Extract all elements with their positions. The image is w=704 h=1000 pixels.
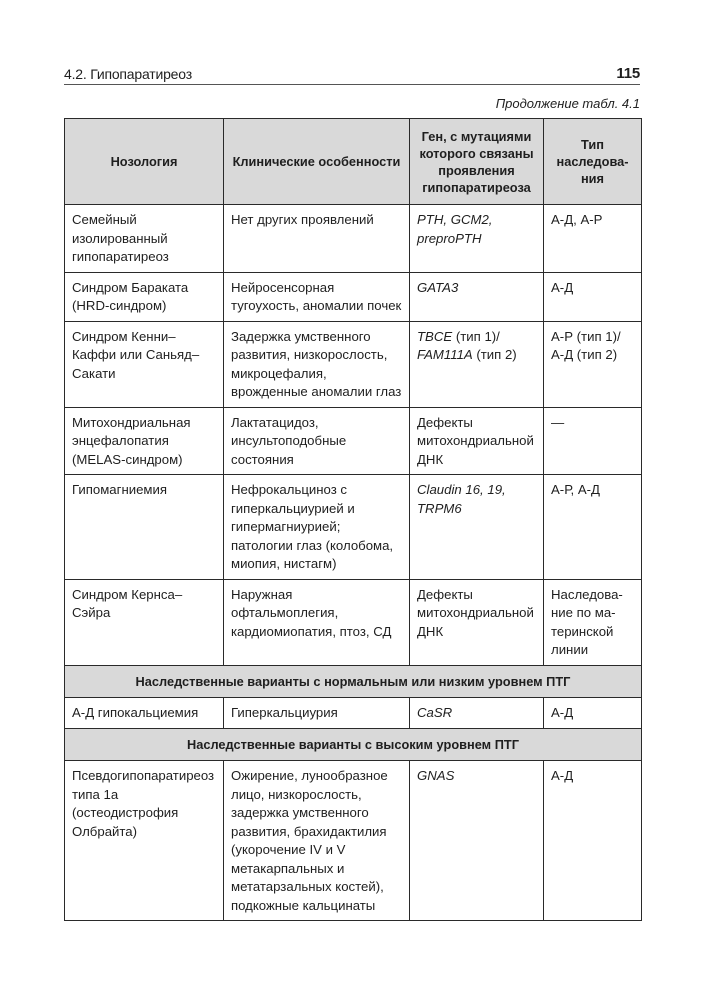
- column-header-gene: Ген, с мутациями которого связаны проявления гипопаратиреоза: [410, 119, 544, 205]
- cell-inheritance: Наследова-ние по ма-теринской линии: [544, 579, 642, 665]
- section-heading: Наследственные варианты с высоким уровнем ПТГ: [65, 728, 642, 761]
- cell-nosology: А-Д гипокальциемия: [65, 698, 224, 729]
- cell-nosology: Синдром Кернса–Сэйра: [65, 579, 224, 665]
- header-divider: [64, 84, 640, 85]
- cell-gene: [410, 321, 544, 407]
- cell-nosology: Семейный изолированный гипопаратиреоз: [65, 205, 224, 273]
- table-row: [65, 272, 642, 321]
- column-header-inheritance: Тип наследова-ния: [544, 119, 642, 205]
- cell-gene: GNAS: [410, 761, 544, 921]
- section-row-high-pth: [65, 728, 642, 761]
- table-row: [65, 761, 642, 921]
- page-number: 115: [616, 65, 640, 82]
- table-row: [65, 579, 642, 665]
- cell-nosology: Синдром Кенни–Каффи или Саньяд–Сакати: [65, 321, 224, 407]
- cell-gene: Claudin 16, 19, TRPM6: [410, 475, 544, 580]
- cell-features: Нефрокальциноз с гиперкальциурией и гипермагниурией; патологии глаз (колобома, миопия, нистагм): [224, 475, 410, 580]
- cell-inheritance: А-Д: [544, 272, 642, 321]
- cell-features: Нет других проявлений: [224, 205, 410, 273]
- table-row: [65, 475, 642, 580]
- cell-gene: PTH, GCM2, preproPTH: [410, 205, 544, 273]
- hypoparathyroidism-table: [64, 118, 642, 921]
- section-heading: Наследственные варианты с нормальным или низким уровнем ПТГ: [65, 665, 642, 698]
- running-head: [64, 62, 640, 82]
- table-row: [65, 321, 642, 407]
- cell-features: Наружная офтальмоплегия, кардиомиопатия, птоз, СД: [224, 579, 410, 665]
- table-row: [65, 205, 642, 273]
- column-header-clinical-features: Клинические особенности: [224, 119, 410, 205]
- cell-features: Лактатацидоз, инсультоподобные состояния: [224, 407, 410, 475]
- gene-tbce: TBCE: [417, 328, 453, 344]
- gene-type-note: (тип 2): [476, 347, 517, 362]
- section-row-normal-low-pth: [65, 665, 642, 698]
- cell-inheritance: А-Д, А-Р: [544, 205, 642, 273]
- cell-inheritance: —: [544, 407, 642, 475]
- table-continuation-note: Продолжение табл. 4.1: [495, 96, 640, 111]
- cell-nosology: Гипомагниемия: [65, 475, 224, 580]
- table-row: [65, 698, 642, 729]
- cell-nosology: Псевдогипопаратиреоз типа 1а (остеодистрофия Олбрайта): [65, 761, 224, 921]
- cell-nosology: Синдром Бараката (HRD-синдром): [65, 272, 224, 321]
- gene-type-note: (тип 1)/: [455, 328, 500, 344]
- cell-gene: CaSR: [410, 698, 544, 729]
- cell-nosology: Митохондриальная энцефалопатия (MELAS-синдром): [65, 407, 224, 475]
- table-header-row: [65, 119, 642, 205]
- cell-inheritance: А-Д: [544, 761, 642, 921]
- cell-features: Ожирение, лунообразное лицо, низкорослость, задержка умственного развития, брахидактилия (укорочение IV и V метакарпальных и метатарзальных костей), подкожные кальцинаты: [224, 761, 410, 921]
- section-title: 4.2. Гипопаратиреоз: [64, 66, 192, 82]
- cell-inheritance: А-Р, А-Д: [544, 475, 642, 580]
- cell-inheritance: А-Р (тип 1)/ А-Д (тип 2): [544, 321, 642, 407]
- cell-features: Нейросенсорная тугоухость, аномалии почек: [224, 272, 410, 321]
- cell-inheritance: А-Д: [544, 698, 642, 729]
- column-header-nosology: Нозология: [65, 119, 224, 205]
- cell-features: Задержка умственного развития, низкорослость, микроцефалия, врожденные аномалии глаз: [224, 321, 410, 407]
- cell-gene: GATA3: [410, 272, 544, 321]
- cell-gene: Дефекты митохондриальной ДНК: [410, 407, 544, 475]
- gene-fam111a: FAM111A: [417, 347, 473, 362]
- cell-gene: Дефекты митохондриальной ДНК: [410, 579, 544, 665]
- cell-features: Гиперкальциурия: [224, 698, 410, 729]
- table-row: [65, 407, 642, 475]
